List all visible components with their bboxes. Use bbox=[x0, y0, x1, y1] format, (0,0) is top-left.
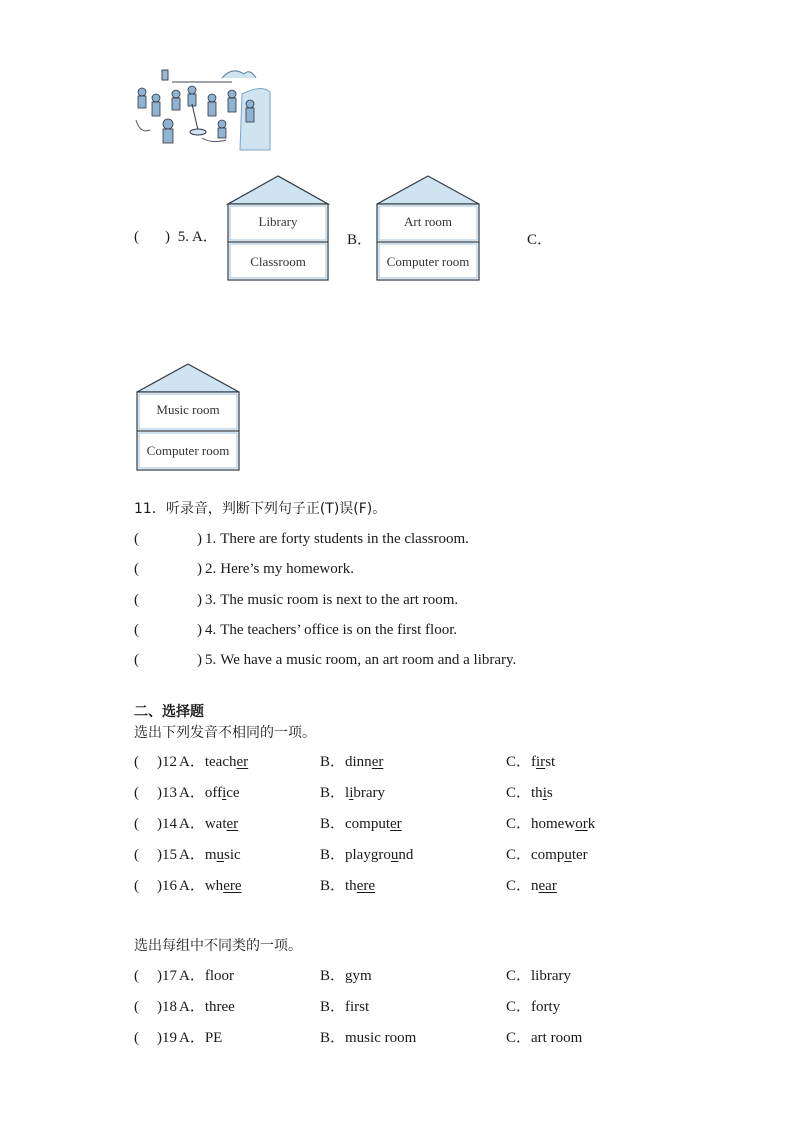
paren-close: ) bbox=[157, 754, 162, 770]
option-a[interactable] bbox=[179, 846, 241, 864]
option-c-word bbox=[531, 816, 595, 832]
word-part: l bbox=[345, 785, 350, 801]
paren-open: ( bbox=[134, 968, 139, 984]
word-part: sic bbox=[224, 847, 241, 863]
option-c-word bbox=[531, 847, 588, 863]
word-part: m bbox=[204, 847, 217, 863]
option-letter: B． bbox=[320, 999, 346, 1015]
option-a-word: three bbox=[204, 999, 235, 1015]
paren-close: ) bbox=[157, 1030, 162, 1046]
option-letter: B． bbox=[320, 968, 346, 984]
option-c-word: library bbox=[531, 968, 571, 984]
underlined-sound: i bbox=[222, 785, 227, 801]
option-b[interactable] bbox=[320, 877, 375, 895]
option-b[interactable] bbox=[320, 967, 372, 985]
house-c-top-label: Music room bbox=[156, 402, 220, 417]
paren-close: ) bbox=[197, 592, 202, 608]
paren-open: ( bbox=[134, 561, 139, 577]
underlined-sound: ear bbox=[538, 878, 557, 894]
question-row bbox=[134, 815, 654, 833]
option-a-word bbox=[205, 878, 242, 894]
underlined-sound: u bbox=[390, 847, 399, 863]
tf-row bbox=[134, 621, 457, 639]
paren-open: ( bbox=[134, 785, 139, 801]
word-part: nd bbox=[398, 847, 414, 863]
option-letter: B． bbox=[320, 847, 346, 863]
word-part: wat bbox=[204, 816, 227, 832]
item-number: 3. bbox=[205, 592, 217, 608]
word-part: k bbox=[587, 816, 596, 832]
instruction-category: 选出每组中不同类的一项。 bbox=[134, 938, 302, 954]
option-letter: A． bbox=[179, 847, 205, 863]
question-row bbox=[134, 1029, 654, 1047]
option-a-word bbox=[205, 847, 241, 863]
statement-text: The teachers’ office is on the first floor. bbox=[220, 622, 458, 638]
option-a[interactable] bbox=[179, 753, 248, 771]
q5-option-a-label: A． bbox=[191, 229, 218, 245]
tf-row bbox=[134, 560, 354, 578]
house-a-top-label: Library bbox=[258, 214, 298, 229]
option-a-word bbox=[205, 785, 240, 801]
option-a[interactable] bbox=[179, 877, 242, 895]
option-b[interactable] bbox=[320, 1029, 416, 1047]
option-a[interactable] bbox=[179, 1029, 222, 1047]
question-row bbox=[134, 784, 654, 802]
tf-row bbox=[134, 651, 516, 669]
question-row bbox=[134, 877, 654, 895]
question-row bbox=[134, 967, 654, 985]
q5-row: ( ) 5. A． bbox=[134, 229, 218, 245]
question-number: 17 bbox=[162, 968, 177, 984]
item-number: 5. bbox=[205, 652, 217, 668]
option-letter: C． bbox=[506, 816, 532, 832]
option-b-word: music room bbox=[345, 1030, 417, 1046]
word-part: n bbox=[531, 878, 539, 894]
underlined-sound: er bbox=[371, 754, 384, 770]
word-part: st bbox=[545, 754, 556, 770]
option-c[interactable] bbox=[506, 1029, 582, 1047]
option-letter: A． bbox=[179, 1030, 205, 1046]
option-letter: C． bbox=[506, 968, 532, 984]
tf-row bbox=[134, 591, 458, 609]
paren-open: ( bbox=[134, 754, 139, 770]
underlined-sound: or bbox=[575, 816, 588, 832]
q5-option-b-label: B． bbox=[347, 232, 373, 248]
underlined-sound: u bbox=[216, 847, 225, 863]
playground-illustration bbox=[132, 64, 272, 152]
q5-option-c-label: C． bbox=[527, 232, 553, 248]
option-letter: A． bbox=[179, 816, 205, 832]
instruction-phonics: 选出下列发音不相同的一项。 bbox=[134, 725, 316, 741]
word-part: s bbox=[546, 785, 553, 801]
statement-text: We have a music room, an art room and a library. bbox=[220, 652, 517, 668]
item-number: 2. bbox=[205, 561, 217, 577]
option-letter: B． bbox=[320, 816, 346, 832]
option-c-word bbox=[531, 785, 553, 801]
option-letter: C． bbox=[506, 878, 532, 894]
word-part: playgro bbox=[345, 847, 391, 863]
paren-open: ( bbox=[134, 622, 139, 638]
option-b[interactable] bbox=[320, 753, 383, 771]
word-part: wh bbox=[204, 878, 224, 894]
question-number: 19 bbox=[162, 1030, 177, 1046]
item-number: 1. bbox=[205, 531, 217, 547]
underlined-sound: ir bbox=[536, 754, 546, 770]
paren-close: ) bbox=[157, 878, 162, 894]
paren-open: ( bbox=[134, 652, 139, 668]
option-c[interactable] bbox=[506, 815, 595, 833]
paren-close: ) bbox=[157, 847, 162, 863]
word-part: dinn bbox=[345, 754, 372, 770]
option-a-word bbox=[205, 816, 238, 832]
house-b-bottom-label: Computer room bbox=[386, 254, 470, 269]
paren-close: ) bbox=[197, 622, 202, 638]
option-b-word bbox=[345, 816, 402, 832]
paren-close: ) bbox=[157, 785, 162, 801]
option-b-word bbox=[345, 785, 385, 801]
paren-close: ) bbox=[197, 561, 202, 577]
option-letter: A． bbox=[179, 785, 205, 801]
underlined-sound: i bbox=[542, 785, 547, 801]
option-b-word bbox=[345, 847, 413, 863]
underlined-sound: i bbox=[349, 785, 354, 801]
option-letter: A． bbox=[179, 968, 205, 984]
question-number: 12 bbox=[162, 754, 177, 770]
option-c[interactable] bbox=[506, 846, 588, 864]
paren-open: ( bbox=[134, 816, 139, 832]
paren-close: ) bbox=[157, 968, 162, 984]
underlined-sound: u bbox=[564, 847, 572, 863]
underlined-sound: er bbox=[390, 816, 402, 832]
option-letter: B． bbox=[320, 785, 346, 801]
word-part: comp bbox=[531, 847, 565, 863]
house-c-bottom-label: Computer room bbox=[146, 443, 230, 458]
option-b-word bbox=[345, 754, 383, 770]
paren-close: ) bbox=[197, 652, 202, 668]
option-b-word: gym bbox=[345, 968, 372, 984]
underlined-sound: er bbox=[226, 816, 239, 832]
word-part: homew bbox=[531, 816, 576, 832]
paren-open: ( bbox=[134, 531, 139, 547]
option-letter: A． bbox=[179, 999, 205, 1015]
option-c[interactable] bbox=[506, 967, 571, 985]
word-part: comput bbox=[345, 816, 391, 832]
section-heading: 二、选择题 bbox=[134, 704, 204, 720]
statement-text: The music room is next to the art room. bbox=[220, 592, 459, 608]
option-letter: B． bbox=[320, 878, 346, 894]
paren-close: ) bbox=[157, 816, 162, 832]
option-c-word bbox=[531, 878, 557, 894]
option-b[interactable] bbox=[320, 998, 369, 1016]
q11-title: 11．听录音，判断下列句子正(T)误(F)。 bbox=[134, 501, 387, 517]
underlined-sound: ere bbox=[356, 878, 375, 894]
word-part: ce bbox=[226, 785, 240, 801]
option-c-word: art room bbox=[531, 1030, 583, 1046]
option-c-word: forty bbox=[531, 999, 561, 1015]
word-part: off bbox=[204, 785, 223, 801]
option-b[interactable] bbox=[320, 846, 413, 864]
option-a-word: floor bbox=[204, 968, 235, 984]
option-a[interactable] bbox=[179, 815, 238, 833]
question-row bbox=[134, 753, 654, 771]
paren-close: ) bbox=[197, 531, 202, 547]
option-a[interactable] bbox=[179, 784, 240, 802]
question-row bbox=[134, 998, 654, 1016]
underlined-sound: er bbox=[236, 754, 249, 770]
option-b[interactable] bbox=[320, 815, 402, 833]
option-b[interactable] bbox=[320, 784, 385, 802]
option-letter: C． bbox=[506, 847, 532, 863]
option-a-word: PE bbox=[204, 1030, 223, 1046]
option-b-word bbox=[345, 878, 375, 894]
option-letter: B． bbox=[320, 1030, 346, 1046]
underlined-sound: ere bbox=[223, 878, 242, 894]
house-a bbox=[226, 174, 330, 282]
tf-row bbox=[134, 530, 469, 548]
option-c[interactable] bbox=[506, 753, 555, 771]
paren-open: ( bbox=[134, 847, 139, 863]
option-c[interactable] bbox=[506, 784, 553, 802]
paren-open: ( bbox=[134, 1030, 139, 1046]
option-c[interactable] bbox=[506, 877, 557, 895]
item-number: 4. bbox=[205, 622, 217, 638]
paren-open: ( bbox=[134, 878, 139, 894]
option-c[interactable] bbox=[506, 998, 560, 1016]
word-part: ter bbox=[571, 847, 588, 863]
question-row bbox=[134, 846, 654, 864]
word-part: th bbox=[345, 878, 357, 894]
question-number: 18 bbox=[162, 999, 177, 1015]
word-part: teach bbox=[204, 754, 237, 770]
question-number: 14 bbox=[162, 816, 177, 832]
option-letter: B． bbox=[320, 754, 346, 770]
option-c-word bbox=[531, 754, 555, 770]
house-a-bottom-label: Classroom bbox=[250, 254, 306, 269]
q5-number: 5. bbox=[177, 229, 189, 245]
option-letter: C． bbox=[506, 999, 532, 1015]
option-letter: A． bbox=[179, 878, 205, 894]
option-letter: C． bbox=[506, 1030, 532, 1046]
question-number: 15 bbox=[162, 847, 177, 863]
statement-text: Here’s my homework. bbox=[220, 561, 354, 577]
option-letter: C． bbox=[506, 785, 532, 801]
option-a[interactable] bbox=[179, 998, 235, 1016]
option-b-word: first bbox=[345, 999, 370, 1015]
question-number: 13 bbox=[162, 785, 177, 801]
paren-open: ( bbox=[134, 592, 139, 608]
option-a-word bbox=[205, 754, 248, 770]
house-b bbox=[375, 174, 481, 282]
word-part: brary bbox=[353, 785, 386, 801]
paren-open: ( bbox=[134, 999, 139, 1015]
paren-close: ) bbox=[157, 999, 162, 1015]
house-b-top-label: Art room bbox=[403, 214, 453, 229]
option-letter: A． bbox=[179, 754, 205, 770]
word-part: th bbox=[531, 785, 543, 801]
word-part: f bbox=[531, 754, 537, 770]
option-a[interactable] bbox=[179, 967, 234, 985]
option-letter: C． bbox=[506, 754, 532, 770]
statement-text: There are forty students in the classroom. bbox=[220, 531, 469, 547]
question-number: 16 bbox=[162, 878, 177, 894]
house-c bbox=[135, 362, 241, 472]
